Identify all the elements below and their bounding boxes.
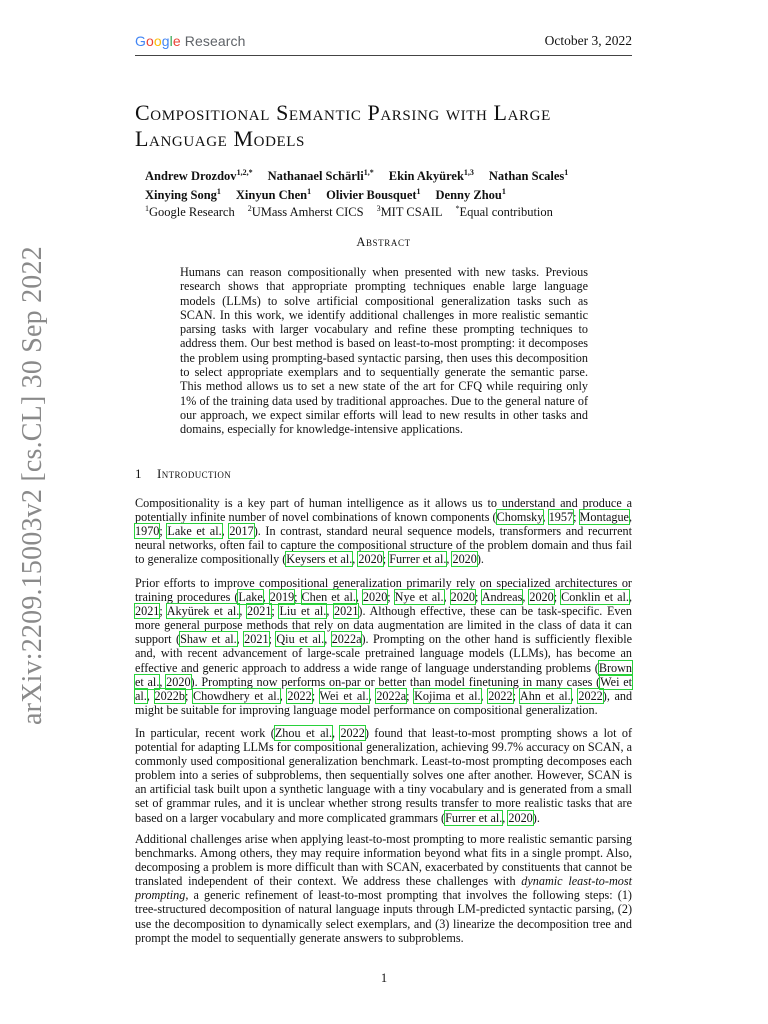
citation-link[interactable]: Furrer et al.: [445, 810, 503, 825]
affiliation: [248, 205, 364, 219]
affiliation: [456, 205, 553, 219]
citation-link[interactable]: 2020: [508, 810, 533, 825]
citation-link[interactable]: Lake: [238, 590, 263, 605]
citation-link[interactable]: 2021: [244, 632, 269, 647]
citation-link[interactable]: Chomsky: [496, 510, 543, 525]
citation-link[interactable]: Liu et al.: [279, 604, 327, 619]
author-affiliation-mark: 1: [564, 168, 569, 177]
citation-link[interactable]: Wei et al.: [319, 688, 369, 703]
author-affiliation-mark: 1: [416, 187, 421, 197]
affiliation-mark: 3: [376, 204, 381, 213]
author-name-text: Ekin Akyürek: [388, 169, 464, 184]
author-name-text: Denny Zhou: [435, 188, 502, 203]
author-name-text: Olivier Bousquet: [326, 188, 417, 203]
citation-link[interactable]: 2021: [247, 604, 272, 619]
citation-link[interactable]: Chen et al.: [301, 590, 356, 605]
citation-link[interactable]: 2019: [269, 590, 295, 605]
author-name-text: Nathanael Schärli: [267, 169, 364, 184]
affiliation-name: Google Research: [149, 205, 235, 220]
header-date: October 3, 2022: [544, 33, 632, 48]
citation-link[interactable]: Shaw et al.: [180, 632, 237, 647]
affiliation-mark: 1: [145, 204, 149, 213]
author-affiliation-mark: 1: [501, 187, 506, 197]
paper-title: Compositional Semantic Parsing with Large Language Models: [135, 100, 551, 151]
section-heading: [135, 466, 632, 482]
citation-link[interactable]: Montague: [579, 510, 629, 525]
citation-link[interactable]: 2021: [135, 604, 160, 619]
citation-link[interactable]: Furrer et al.: [389, 552, 447, 567]
citation-link[interactable]: 1970: [135, 524, 160, 539]
affiliation-mark: 2: [247, 204, 252, 213]
affiliation: [145, 205, 235, 219]
affiliation: [377, 205, 443, 219]
citation-link[interactable]: 2021: [334, 604, 359, 619]
page-number: 1: [380, 971, 388, 985]
citation-link[interactable]: 2020: [450, 590, 475, 605]
section-number: 1: [135, 466, 142, 481]
affiliation-list: [145, 201, 635, 220]
citation-link[interactable]: 2022: [340, 726, 365, 740]
citation-link[interactable]: 1957: [548, 510, 574, 525]
citation-link[interactable]: Nye et al.: [394, 590, 444, 605]
page-header: [135, 33, 632, 53]
citation-link[interactable]: Wei et al.: [135, 674, 633, 703]
author-name: [145, 169, 253, 183]
citation-link[interactable]: Lake et al.: [167, 524, 222, 539]
citation-link[interactable]: 2022a: [376, 688, 407, 703]
author-name: [389, 169, 474, 183]
author-name-text: Andrew Drozdov: [145, 169, 237, 184]
affiliation-mark: *: [455, 204, 460, 213]
author-affiliation-mark: 1,*: [363, 168, 374, 177]
logo-research-text: Research: [184, 33, 246, 49]
author-affiliation-mark: 1: [216, 187, 221, 197]
citation-link[interactable]: Brown et al.: [135, 660, 632, 689]
citation-link[interactable]: Keysers et al.: [286, 552, 353, 567]
citation-link[interactable]: 2020: [452, 552, 477, 567]
affiliation-name: MIT CSAIL: [380, 205, 443, 220]
header-rule: [135, 55, 632, 56]
citation-link[interactable]: 2020: [362, 590, 388, 605]
affiliation-name: UMass Amherst CICS: [251, 205, 364, 220]
intro-paragraph-3: In particular, recent work (Zhou et al., 2022) found that least-to-most prompting shows a lot of potential for adapting LLMs for compositional generalization, achieving 99.7% accuracy on SCAN, a commonly used compositional generalization benchmark. Least-to-most prompting decomposes each problem into a series of subproblems, then sequentially solves one after another. However, SCAN is an artificial task built upon a synthetic language with a tiny vocabulary and is generated from a small set of grammar rules, and it is unclear whether strong results transfer to more realistic tasks that are based on a larger vocabulary and more complicated grammars (Furrer et al., 2020).: [135, 726, 633, 825]
author-affiliation-mark: 1,3: [463, 168, 474, 177]
author-affiliation-mark: 1: [307, 187, 312, 197]
author-name-text: Nathan Scales: [488, 169, 565, 184]
emphasis-text: dynamic least-to-most prompting: [135, 874, 632, 903]
abstract-heading: Abstract: [356, 235, 411, 249]
citation-link[interactable]: Akyürek et al.: [166, 604, 240, 619]
citation-link[interactable]: Conklin et al.: [561, 590, 629, 605]
author-name: [268, 169, 374, 183]
intro-paragraph-1: Compositionality is a key part of human intelligence as it allows us to understand and produce a potentially infinite number of novel combinations of known components (Chomsky, 1957; Montague, 1970; Lake et al., 2017). In contrast, standard neural sequence models, transformers and recurrent neural networks, often fail to capture the compositional structure of the problem domain and thus fail to generalize compositionally (Keysers et al., 2020; Furrer et al., 2020).: [135, 496, 633, 567]
author-name-text: Xinyun Chen: [235, 188, 308, 203]
author-list: [145, 165, 635, 203]
citation-link[interactable]: 2020: [358, 552, 383, 567]
citation-link[interactable]: Ahn et al.: [519, 688, 571, 703]
citation-link[interactable]: Chowdhery et al.: [192, 688, 280, 703]
citation-link[interactable]: 2022b: [154, 688, 185, 703]
citation-link[interactable]: 2022: [488, 688, 513, 703]
arxiv-stamp: arXiv:2209.15003v2 [cs.CL] 30 Sep 2022: [17, 246, 48, 725]
citation-link[interactable]: 2017: [229, 524, 254, 539]
logo-google-wordmark: Google: [135, 33, 181, 49]
citation-link[interactable]: 2022a: [331, 632, 362, 647]
intro-paragraph-4: Additional challenges arise when applying least-to-most prompting to more realistic semantic parsing benchmarks. Among others, they may require information beyond what fits in a single prompt. Also, decomposing a problem is more difficult than with SCAN, exacerbated by constituents that cannot be translated independent of their context. We address these challenges with dynamic least-to-most prompting, a generic refinement of least-to-most prompting that involves the following steps: (1) tree-structured decomposition of natural language inputs through LM-predicted syntactic parsing, (2) use the decomposition to dynamically select exemplars, and (3) linearize the decomposition tree and prompt the model to sequentially generate answers to subproblems.: [135, 832, 632, 945]
citation-link[interactable]: 2022: [287, 688, 312, 703]
citation-link[interactable]: 2020: [529, 590, 554, 605]
author-name: [489, 169, 568, 183]
citation-link[interactable]: 2020: [166, 674, 191, 689]
google-research-logo: [135, 33, 246, 49]
author-affiliation-mark: 1,2,*: [236, 168, 253, 177]
citation-link[interactable]: Andreas: [481, 590, 523, 605]
citation-link[interactable]: Zhou et al.: [274, 726, 332, 740]
author-name-text: Xinying Song: [145, 188, 217, 203]
citation-link[interactable]: Qiu et al.: [276, 632, 325, 647]
intro-paragraph-2: Prior efforts to improve compositional generalization primarily rely on specialized architectures or training procedures (Lake, 2019; Chen et al., 2020; Nye et al., 2020; Andreas, 2020; Conklin et al., 2021; Akyürek et al., 2021; Liu et al., 2021). Although effective, these can be task-specific. Even more general purpose methods that rely on data augmentation are limited in the class of data it can support (Shaw et al., 2021; Qiu et al., 2022a). Prompting on the other hand is sufficiently flexible and, with recent advancement of large-scale pretrained language models (LLMs), has become an effective and generic approach to address a wide range of language understanding problems (Brown et al., 2020). Prompting now performs on-par or better than model finetuning in many cases (Wei et al., 2022b; Chowdhery et al., 2022; Wei et al., 2022a; Kojima et al., 2022; Ahn et al., 2022), and might be suitable for improving language model performance on compositional generalization.: [135, 576, 633, 717]
citation-link[interactable]: 2022: [578, 688, 603, 703]
section-title: Introduction: [157, 466, 232, 481]
citation-link[interactable]: Kojima et al.: [414, 688, 481, 703]
abstract-text: Humans can reason compositionally when presented with new tasks. Previous research shows that appropriate prompting techniques enable large language models (LLMs) to solve artificial compositional generalization tasks such as SCAN. In this work, we identify additional challenges in more realistic semantic parsing tasks with larger vocabulary and refine these prompting techniques to address them. Our best method is based on least-to-most prompting: it decomposes the problem using prompting-based syntactic parsing, then uses this decomposition to select appropriate exemplars and to sequentially generate the semantic parse. This method allows us to set a new state of the art for CFQ while requiring only 1% of the training data used by traditional approaches. Due to the general nature of our approach, we expect similar efforts will lead to new results in other tasks and domains, especially for knowledge-intensive applications.: [180, 265, 588, 437]
affiliation-name: Equal contribution: [459, 205, 553, 220]
